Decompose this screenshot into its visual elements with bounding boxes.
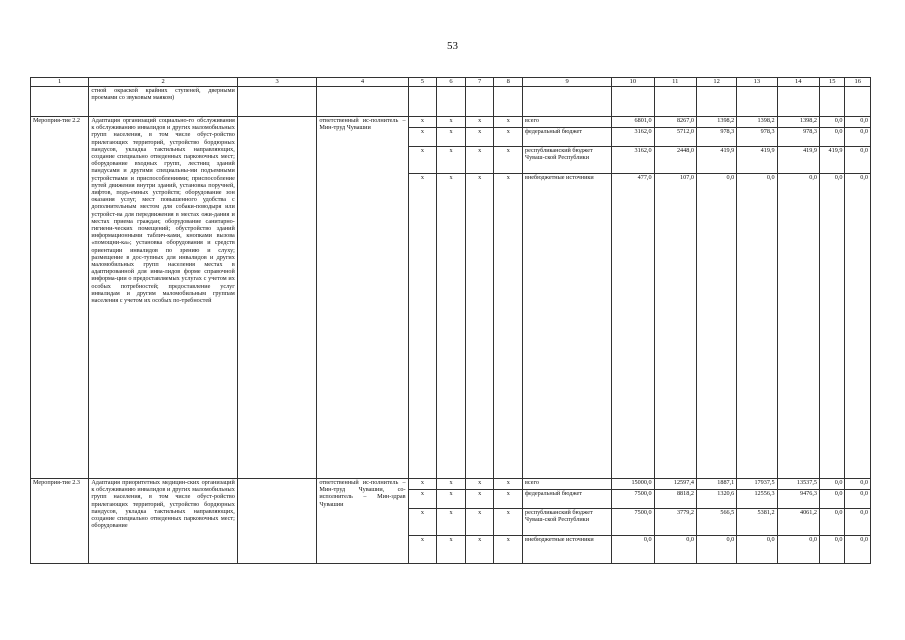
column-header: 5 [408, 78, 437, 87]
value-cell: 0,0 [819, 536, 844, 564]
code-cell: x [465, 536, 494, 564]
value-cell: 0,0 [654, 536, 696, 564]
code-cell: x [437, 117, 466, 128]
value-cell: 0,0 [845, 490, 871, 509]
measure-description: Адаптация организаций социально-го обслуживания к обслуживанию инвалидов и других маломобильных групп населения, в том числе обуст-ройство прилегающих территорий, устройство бордюрных пандусов, укладка тактильных направляющих, создание специально отведенных парковочных мест; оборудование входных групп, лестниц зданий пандусами и другими специальны-ми подъемными устройствами и приспособлениями; приспособление путей движения внутри зданий, установка поручней, лифтов, подъ-емных устройств; оборудование зон оказания услуг, мест повышенного удобства с дополнительным местом для собаки-поводыря или устройст-ва для передвижения в местах ожи-дания и местах приема граждан; оборудование санитарно-гигиени-ческих помещений; обустройство зданий информационными таблич-ками, кнопками вызова «помощни-ка»; установка оборудования и средств ориентации инвалидов по зрению и слуху; размещение в дос-тупных для инвалидов и других маломобильных групп населения местах в адаптированной для инва-лидов форме справочной информа-ции о предоставляемых услугах с учетом их особых потребностей; предоставление услуг инвалидам и другим маломобильным группам населения с учетом их особых по-требностей [89, 117, 237, 479]
column-header: 1 [31, 78, 89, 87]
code-cell: x [437, 147, 466, 174]
value-cell: 0,0 [696, 536, 736, 564]
code-cell: x [465, 117, 494, 128]
value-cell: 0,0 [819, 128, 844, 147]
code-cell: x [465, 128, 494, 147]
code-cell: x [408, 536, 437, 564]
code-cell: x [465, 479, 494, 490]
value-cell: 419,9 [737, 147, 777, 174]
funding-source: федеральный бюджет [523, 490, 612, 509]
table-row [31, 479, 871, 490]
column-header: 2 [89, 78, 237, 87]
value-cell: 1398,2 [737, 117, 777, 128]
value-cell: 7500,0 [612, 509, 654, 536]
value-cell: 107,0 [654, 174, 696, 479]
value-cell: 8267,0 [654, 117, 696, 128]
code-cell: x [408, 174, 437, 479]
value-cell: 978,3 [737, 128, 777, 147]
value-cell: 1887,1 [696, 479, 736, 490]
value-cell: 0,0 [612, 536, 654, 564]
value-cell: 0,0 [845, 509, 871, 536]
code-cell: x [465, 490, 494, 509]
funding-source: внебюджетные источники [523, 536, 612, 564]
value-cell: 4061,2 [777, 509, 819, 536]
column-header: 4 [317, 78, 408, 87]
value-cell: 8818,2 [654, 490, 696, 509]
value-cell: 0,0 [819, 174, 844, 479]
value-cell: 0,0 [819, 479, 844, 490]
value-cell: 1398,2 [696, 117, 736, 128]
value-cell: 5381,2 [737, 509, 777, 536]
column-header: 12 [696, 78, 736, 87]
value-cell: 0,0 [845, 117, 871, 128]
value-cell: 12597,4 [654, 479, 696, 490]
value-cell: 1398,2 [777, 117, 819, 128]
value-cell: 0,0 [737, 174, 777, 479]
column-header: 16 [845, 78, 871, 87]
code-cell: x [408, 128, 437, 147]
funding-source: внебюджетные источники [523, 174, 612, 479]
value-cell: 3162,0 [612, 128, 654, 147]
value-cell: 13537,5 [777, 479, 819, 490]
code-cell: x [437, 509, 466, 536]
value-cell: 0,0 [777, 536, 819, 564]
code-cell: x [408, 509, 437, 536]
value-cell: 15000,0 [612, 479, 654, 490]
column-header: 14 [777, 78, 819, 87]
value-cell: 0,0 [845, 479, 871, 490]
value-cell: 6801,0 [612, 117, 654, 128]
value-cell: 0,0 [737, 536, 777, 564]
column-header: 8 [494, 78, 523, 87]
value-cell: 0,0 [819, 117, 844, 128]
value-cell: 7500,0 [612, 490, 654, 509]
header-row [31, 78, 871, 87]
column-header: 3 [237, 78, 317, 87]
value-cell: 0,0 [819, 509, 844, 536]
value-cell: 566,5 [696, 509, 736, 536]
measure-code: Мероприя-тие 2.3 [31, 479, 89, 564]
value-cell: 978,3 [777, 128, 819, 147]
value-cell: 2448,0 [654, 147, 696, 174]
value-cell: 419,9 [696, 147, 736, 174]
value-cell: 419,9 [777, 147, 819, 174]
code-cell: x [465, 509, 494, 536]
code-cell: x [494, 174, 523, 479]
value-cell: 419,9 [819, 147, 844, 174]
column-header: 6 [437, 78, 466, 87]
funding-source: всего [523, 479, 612, 490]
code-cell: x [494, 490, 523, 509]
continuation-row [31, 87, 871, 117]
value-cell: 0,0 [819, 490, 844, 509]
funding-source: республиканский бюджет Чуваш-ской Республики [523, 509, 612, 536]
value-cell: 17937,5 [737, 479, 777, 490]
measure-code: Мероприя-тие 2.2 [31, 117, 89, 479]
measure-executor: ответственный ис-полнитель – Мин-труд Чувашии [317, 117, 408, 479]
value-cell: 0,0 [777, 174, 819, 479]
code-cell: x [494, 117, 523, 128]
column-header: 13 [737, 78, 777, 87]
code-cell: x [437, 479, 466, 490]
column-header: 10 [612, 78, 654, 87]
budget-table [30, 77, 871, 564]
code-cell: x [437, 536, 466, 564]
code-cell: x [494, 536, 523, 564]
measure-description: Адаптация приоритетных медицин-ских организаций к обслуживанию инвалидов и других маломобильных групп населения, в том числе обуст-ройство прилегающих территорий, устройство бордюрных пандусов, укладка тактильных направляющих, создание специально отведенных парковочных мест; оборудование [89, 479, 237, 564]
value-cell: 3162,0 [612, 147, 654, 174]
column-header: 9 [523, 78, 612, 87]
funding-source: республиканский бюджет Чуваш-ской Республики [523, 147, 612, 174]
code-cell: x [494, 147, 523, 174]
code-cell: x [408, 117, 437, 128]
column-header: 7 [465, 78, 494, 87]
value-cell: 9476,3 [777, 490, 819, 509]
measure-executor: ответственный ис-полнитель – Мин-труд Чувашии, со-исполнитель – Мин-здрав Чувашии [317, 479, 408, 564]
table-row [31, 117, 871, 128]
funding-source: всего [523, 117, 612, 128]
value-cell: 477,0 [612, 174, 654, 479]
value-cell: 978,3 [696, 128, 736, 147]
column-header: 11 [654, 78, 696, 87]
value-cell: 0,0 [845, 147, 871, 174]
code-cell: x [408, 479, 437, 490]
value-cell: 0,0 [845, 536, 871, 564]
code-cell: x [437, 128, 466, 147]
code-cell: x [437, 174, 466, 479]
value-cell: 12556,3 [737, 490, 777, 509]
value-cell: 0,0 [696, 174, 736, 479]
value-cell: 0,0 [845, 128, 871, 147]
code-cell: x [494, 479, 523, 490]
column-header: 15 [819, 78, 844, 87]
value-cell: 3779,2 [654, 509, 696, 536]
code-cell: x [465, 147, 494, 174]
value-cell: 5712,0 [654, 128, 696, 147]
continuation-text: стной окраской крайних ступеней, дверными проемами со звуковым маяком) [89, 87, 237, 117]
code-cell: x [494, 509, 523, 536]
code-cell: x [465, 174, 494, 479]
code-cell: x [494, 128, 523, 147]
page-number: 53 [447, 40, 458, 52]
value-cell: 1320,6 [696, 490, 736, 509]
funding-source: федеральный бюджет [523, 128, 612, 147]
code-cell: x [437, 490, 466, 509]
code-cell: x [408, 147, 437, 174]
value-cell: 0,0 [845, 174, 871, 479]
code-cell: x [408, 490, 437, 509]
